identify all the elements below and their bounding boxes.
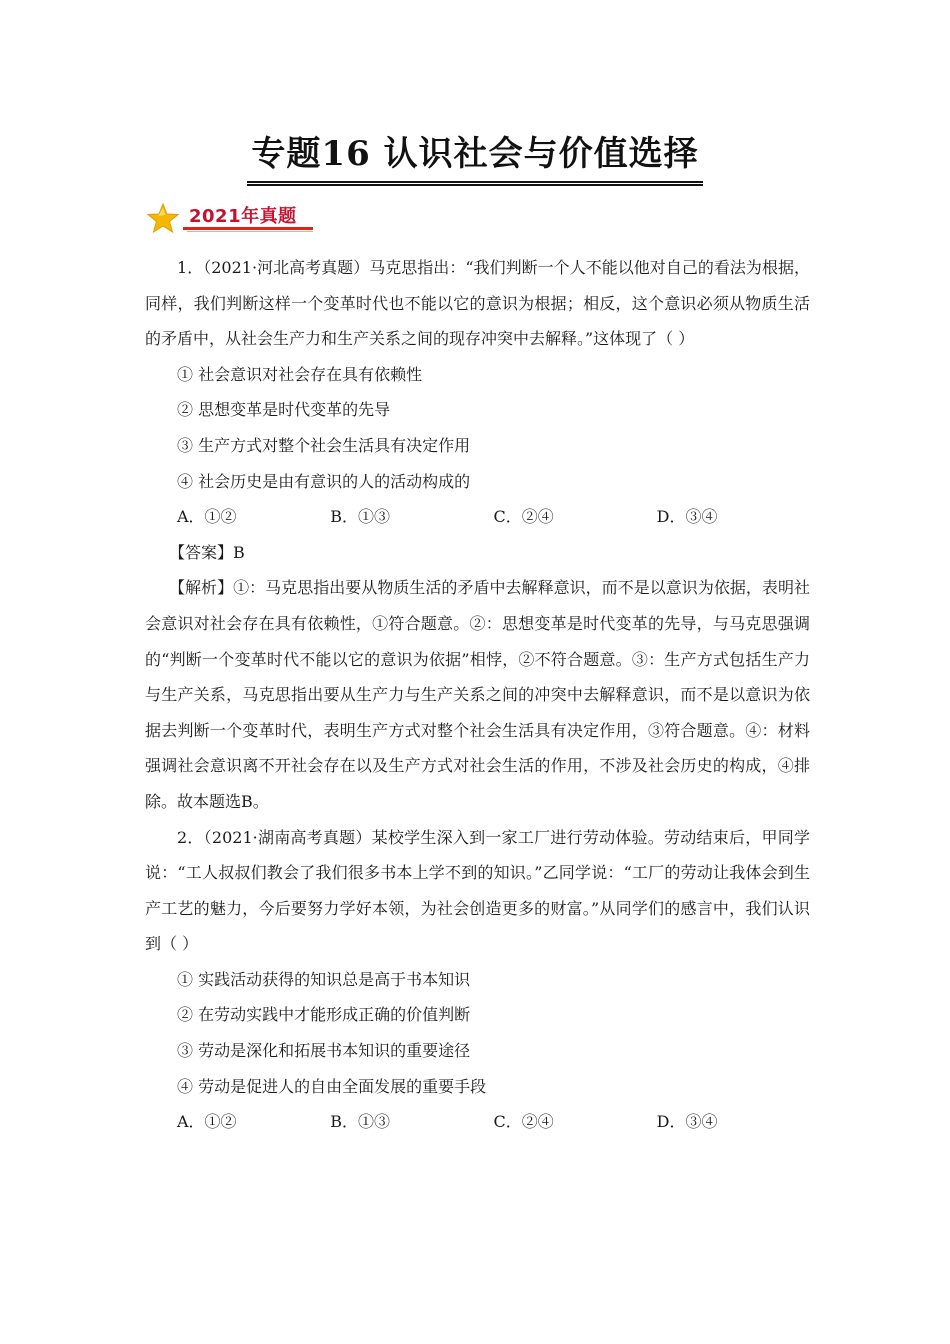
q2-choice-b: B．①③ — [330, 1112, 391, 1132]
q1-choice-c: C．②④ — [493, 507, 554, 527]
q1-option-2: ② 思想变革是时代变革的先导 — [177, 400, 391, 420]
q2-option-2: ② 在劳动实践中才能形成正确的价值判断 — [177, 1005, 471, 1025]
star-icon — [147, 202, 179, 234]
q2-option-1: ① 实践活动获得的知识总是高于书本知识 — [177, 969, 471, 989]
q1-option-1: ① 社会意识对社会存在具有依赖性 — [177, 364, 423, 384]
q2-choice-a: A．①② — [177, 1112, 237, 1132]
q1-choice-a: A．①② — [177, 507, 237, 527]
q1-choice-d: D．③④ — [656, 507, 718, 527]
q2-option-3: ③ 劳动是深化和拓展书本知识的重要途径 — [177, 1041, 471, 1061]
q1-option-3: ③ 生产方式对整个社会生活具有决定作用 — [177, 435, 471, 455]
q1-choices — [145, 499, 810, 535]
q2-choice-d: D．③④ — [656, 1112, 718, 1132]
q2-stem: 2．（2021·湖南高考真题）某校学生深入到一家工厂进行劳动体验。劳动结束后，甲同学说：“工人叔叔们教会了我们很多书本上学不到的知识。”乙同学说：“工厂的劳动让我体会到生产工艺的魅力，今后要努力学好本领，为社会创造更多的财富。”从同学们的感言中，我们认识到（ ） — [145, 827, 810, 954]
q2-option-4: ④ 劳动是促进人的自由全面发展的重要手段 — [177, 1076, 487, 1096]
question-content — [145, 250, 810, 1140]
q1-analysis: 【解析】①：马克思指出要从物质生活的矛盾中去解释意识，而不是以意识为依据，表明社会意识对社会存在具有依赖性，①符合题意。②：思想变革是时代变革的先导，与马克思强调的“判断一个变革时代不能以它的意识为依据”相悖，②不符合题意。③：生产方式包括生产力与生产关系，马克思指出要从生产力与生产关系之间的冲突中去解释意识，而不是以意识为依据去判断一个变革时代，表明生产方式对整个社会生活具有决定作用，③符合题意。④：材料强调社会意识离不开社会存在以及生产方式对社会生活的作用，不涉及社会历史的构成，④排除。故本题选B。 — [145, 578, 810, 811]
badge-underline — [183, 227, 313, 230]
section-badge — [147, 200, 317, 234]
badge-underline-shadow — [187, 231, 313, 232]
q1-answer: 【答案】B — [169, 542, 245, 562]
q1-choice-b: B．①③ — [330, 507, 391, 527]
section-badge-label: 2021年真题 — [189, 206, 297, 227]
q2-choice-c: C．②④ — [493, 1112, 554, 1132]
title-container — [0, 126, 950, 186]
page-title: 专题16 认识社会与价值选择 — [247, 126, 702, 186]
q1-option-4: ④ 社会历史是由有意识的人的活动构成的 — [177, 471, 471, 491]
q2-choices — [145, 1104, 810, 1140]
q1-stem: 1．（2021·河北高考真题）马克思指出：“我们判断一个人不能以他对自己的看法为根据，同样，我们判断这样一个变革时代也不能以它的意识为根据；相反，这个意识必须从物质生活的矛盾中，从社会生产力和生产关系之间的现存冲突中去解释。”这体现了（ ） — [145, 258, 810, 349]
